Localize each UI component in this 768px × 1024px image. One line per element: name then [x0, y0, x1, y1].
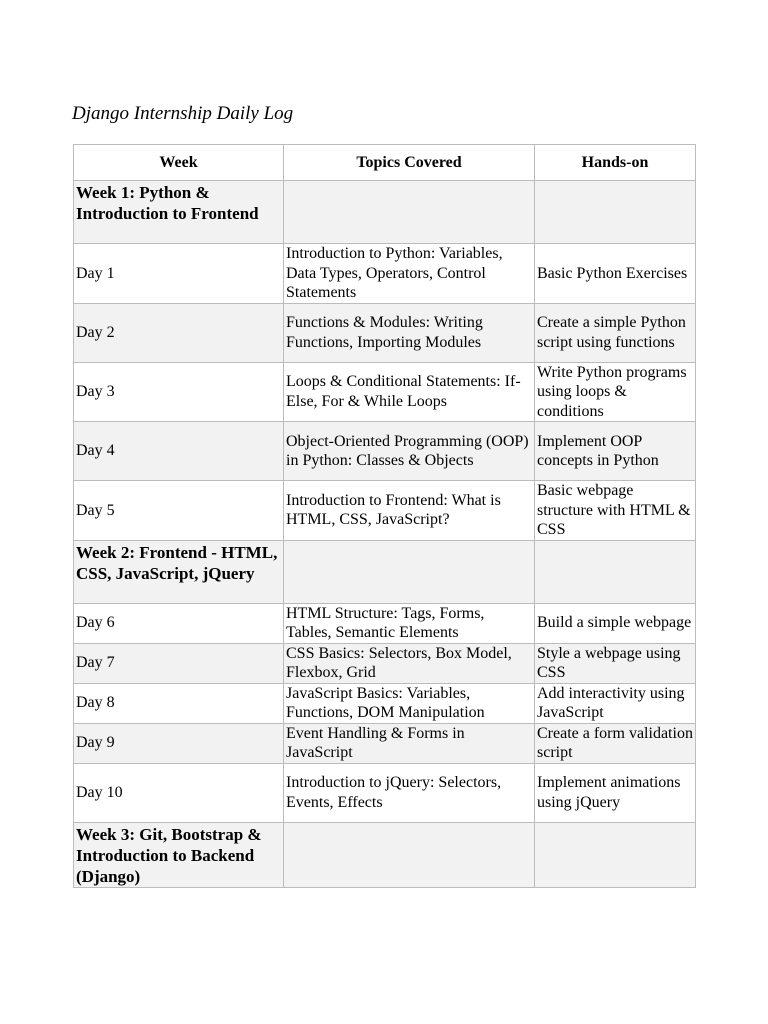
day-cell: Day 1	[74, 244, 284, 304]
day-cell: Day 3	[74, 362, 284, 422]
topics-cell: CSS Basics: Selectors, Box Model, Flexbox, Grid	[284, 643, 535, 683]
daily-log-table	[73, 144, 696, 888]
handson-cell	[535, 181, 696, 244]
handson-cell: Basic Python Exercises	[535, 244, 696, 304]
week-cell: Week 2: Frontend - HTML, CSS, JavaScript, jQuery	[74, 540, 284, 603]
header-hands-on: Hands-on	[535, 145, 696, 181]
handson-cell: Implement OOP concepts in Python	[535, 422, 696, 481]
handson-cell: Create a form validation script	[535, 723, 696, 763]
topics-cell: Introduction to Python: Variables, Data Types, Operators, Control Statements	[284, 244, 535, 304]
table-row	[74, 683, 696, 723]
day-cell: Day 2	[74, 303, 284, 362]
table-row	[74, 481, 696, 541]
table-header-row	[74, 145, 696, 181]
table-row	[74, 303, 696, 362]
day-cell: Day 6	[74, 603, 284, 643]
handson-cell: Create a simple Python script using functions	[535, 303, 696, 362]
table-row	[74, 422, 696, 481]
week-row	[74, 181, 696, 244]
handson-cell: Basic webpage structure with HTML & CSS	[535, 481, 696, 541]
header-topics-covered: Topics Covered	[284, 145, 535, 181]
week-row	[74, 822, 696, 887]
topics-cell: Introduction to jQuery: Selectors, Events, Effects	[284, 763, 535, 822]
topics-cell	[284, 181, 535, 244]
topics-cell: Event Handling & Forms in JavaScript	[284, 723, 535, 763]
day-cell: Day 9	[74, 723, 284, 763]
handson-cell: Style a webpage using CSS	[535, 643, 696, 683]
handson-cell: Write Python programs using loops & conditions	[535, 362, 696, 422]
day-cell: Day 4	[74, 422, 284, 481]
topics-cell	[284, 822, 535, 887]
document-title: Django Internship Daily Log	[72, 103, 294, 124]
topics-cell: Functions & Modules: Writing Functions, Importing Modules	[284, 303, 535, 362]
topics-cell: HTML Structure: Tags, Forms, Tables, Semantic Elements	[284, 603, 535, 643]
day-cell: Day 10	[74, 763, 284, 822]
day-cell: Day 7	[74, 643, 284, 683]
table-row	[74, 643, 696, 683]
week-cell: Week 1: Python & Introduction to Frontend	[74, 181, 284, 244]
table-row	[74, 362, 696, 422]
topics-cell: JavaScript Basics: Variables, Functions, DOM Manipulation	[284, 683, 535, 723]
header-week: Week	[74, 145, 284, 181]
topics-cell	[284, 540, 535, 603]
handson-cell: Implement animations using jQuery	[535, 763, 696, 822]
table-row	[74, 603, 696, 643]
week-row	[74, 540, 696, 603]
table-row	[74, 244, 696, 304]
day-cell: Day 5	[74, 481, 284, 541]
topics-cell: Loops & Conditional Statements: If-Else, For & While Loops	[284, 362, 535, 422]
handson-cell: Add interactivity using JavaScript	[535, 683, 696, 723]
topics-cell: Introduction to Frontend: What is HTML, CSS, JavaScript?	[284, 481, 535, 541]
day-cell: Day 8	[74, 683, 284, 723]
week-cell: Week 3: Git, Bootstrap & Introduction to Backend (Django)	[74, 822, 284, 887]
handson-cell	[535, 822, 696, 887]
table-row	[74, 723, 696, 763]
table-row	[74, 763, 696, 822]
handson-cell: Build a simple webpage	[535, 603, 696, 643]
handson-cell	[535, 540, 696, 603]
topics-cell: Object-Oriented Programming (OOP) in Python: Classes & Objects	[284, 422, 535, 481]
